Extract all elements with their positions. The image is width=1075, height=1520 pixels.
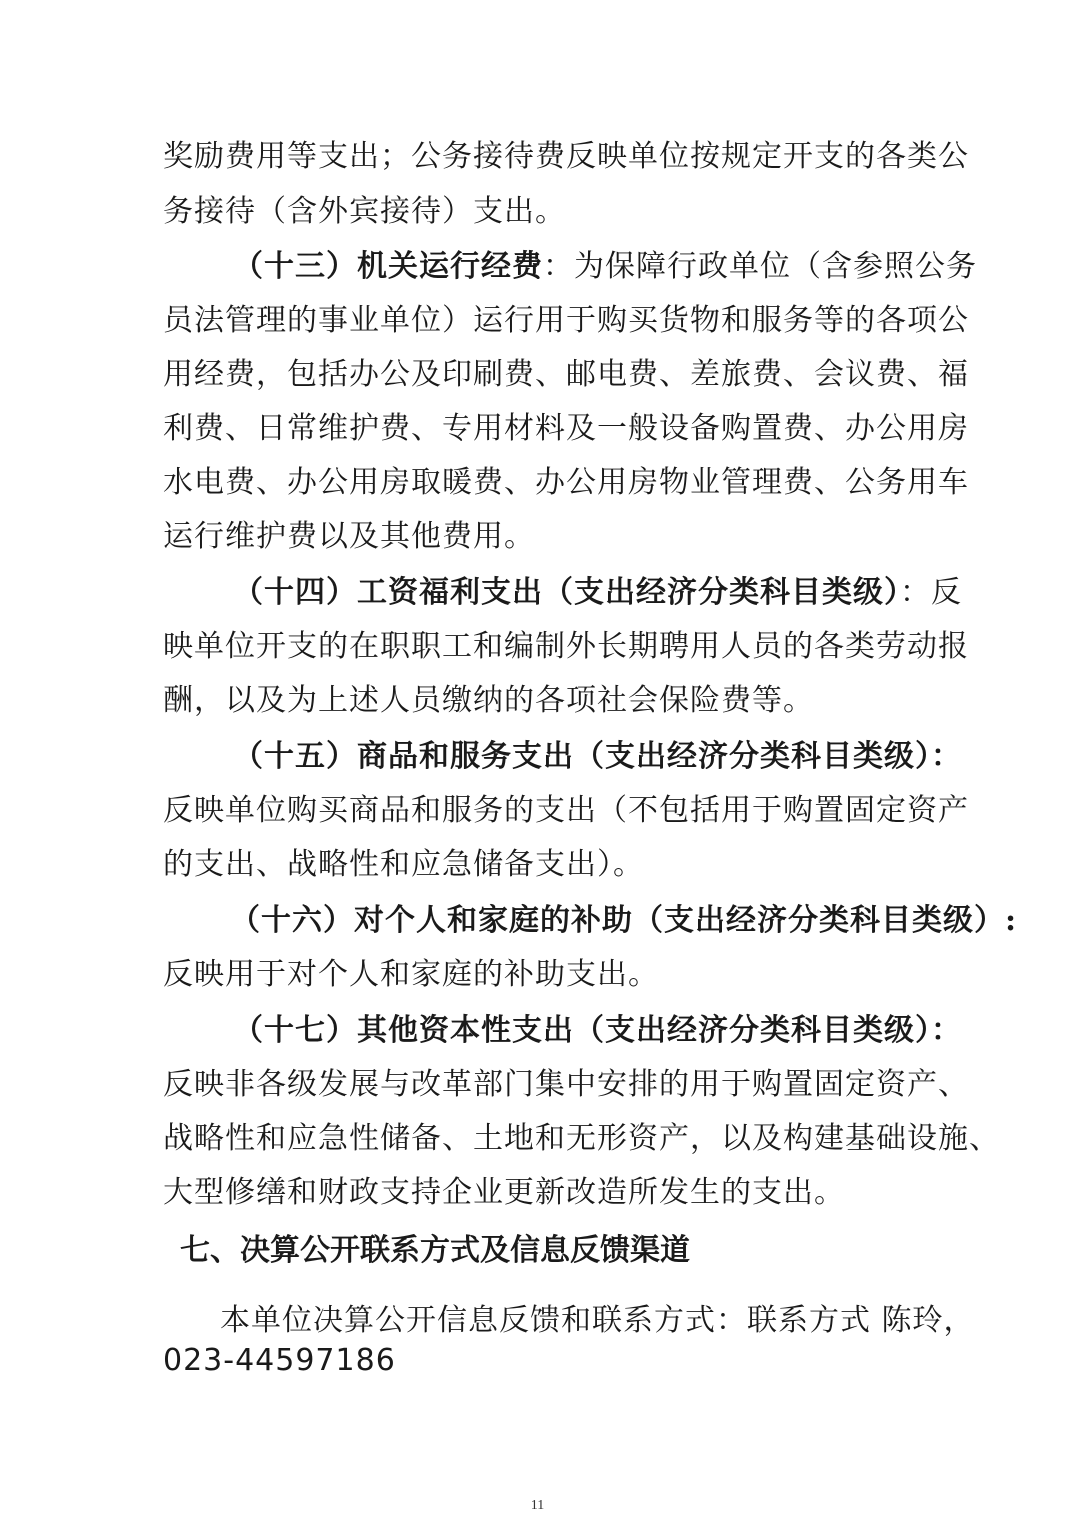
- paragraph-text: ：为保障行政单位（含参照公务: [543, 249, 977, 284]
- paragraph-line: 反映单位购买商品和服务的支出（不包括用于购置固定资产: [163, 793, 969, 828]
- section-heading: 七、决算公开联系方式及信息反馈渠道: [180, 1233, 690, 1268]
- page-number: 11: [530, 1498, 545, 1513]
- contact-line: 本单位决算公开信息反馈和联系方式：联系方式 陈玲，: [220, 1303, 975, 1338]
- item-heading: （十六）对个人和家庭的补助（支出经济分类科目类级）:: [230, 903, 1018, 938]
- paragraph-line: 务接待（含外宾接待）支出。: [163, 194, 566, 229]
- paragraph-14-first-line: [233, 574, 962, 612]
- paragraph-line: 映单位开支的在职职工和编制外长期聘用人员的各类劳动报: [163, 629, 969, 664]
- item-heading: （十三）机关运行经费: [233, 249, 543, 284]
- paragraph-line: 员法管理的事业单位）运行用于购买货物和服务等的各项公: [163, 303, 969, 338]
- paragraph-line: 水电费、办公用房取暖费、办公用房物业管理费、公务用车: [163, 465, 969, 500]
- paragraph-line: 酬，以及为上述人员缴纳的各项社会保险费等。: [163, 683, 814, 718]
- paragraph-text: ：反: [900, 575, 962, 610]
- paragraph-line: 大型修缮和财政支持企业更新改造所发生的支出。: [163, 1175, 845, 1210]
- paragraph-line: 奖励费用等支出；公务接待费反映单位按规定开支的各类公: [163, 139, 969, 174]
- contact-phone: 023-44597186: [163, 1343, 396, 1378]
- paragraph-line: 反映用于对个人和家庭的补助支出。: [163, 957, 659, 992]
- item-heading: （十四）工资福利支出（支出经济分类科目类级）: [233, 575, 900, 610]
- paragraph-line: 运行维护费以及其他费用。: [163, 519, 535, 554]
- paragraph-line: 反映非各级发展与改革部门集中安排的用于购置固定资产、: [163, 1067, 969, 1102]
- paragraph-line: 用经费，包括办公及印刷费、邮电费、差旅费、会议费、福: [163, 357, 969, 392]
- item-heading: （十五）商品和服务支出（支出经济分类科目类级）：: [233, 739, 962, 774]
- paragraph-line: 的支出、战略性和应急储备支出）。: [163, 847, 644, 882]
- paragraph-13-first-line: [233, 248, 977, 286]
- item-heading: （十七）其他资本性支出（支出经济分类科目类级）：: [233, 1013, 962, 1048]
- paragraph-line: 战略性和应急性储备、土地和无形资产，以及构建基础设施、: [163, 1121, 1000, 1156]
- paragraph-line: 利费、日常维护费、专用材料及一般设备购置费、办公用房: [163, 411, 969, 446]
